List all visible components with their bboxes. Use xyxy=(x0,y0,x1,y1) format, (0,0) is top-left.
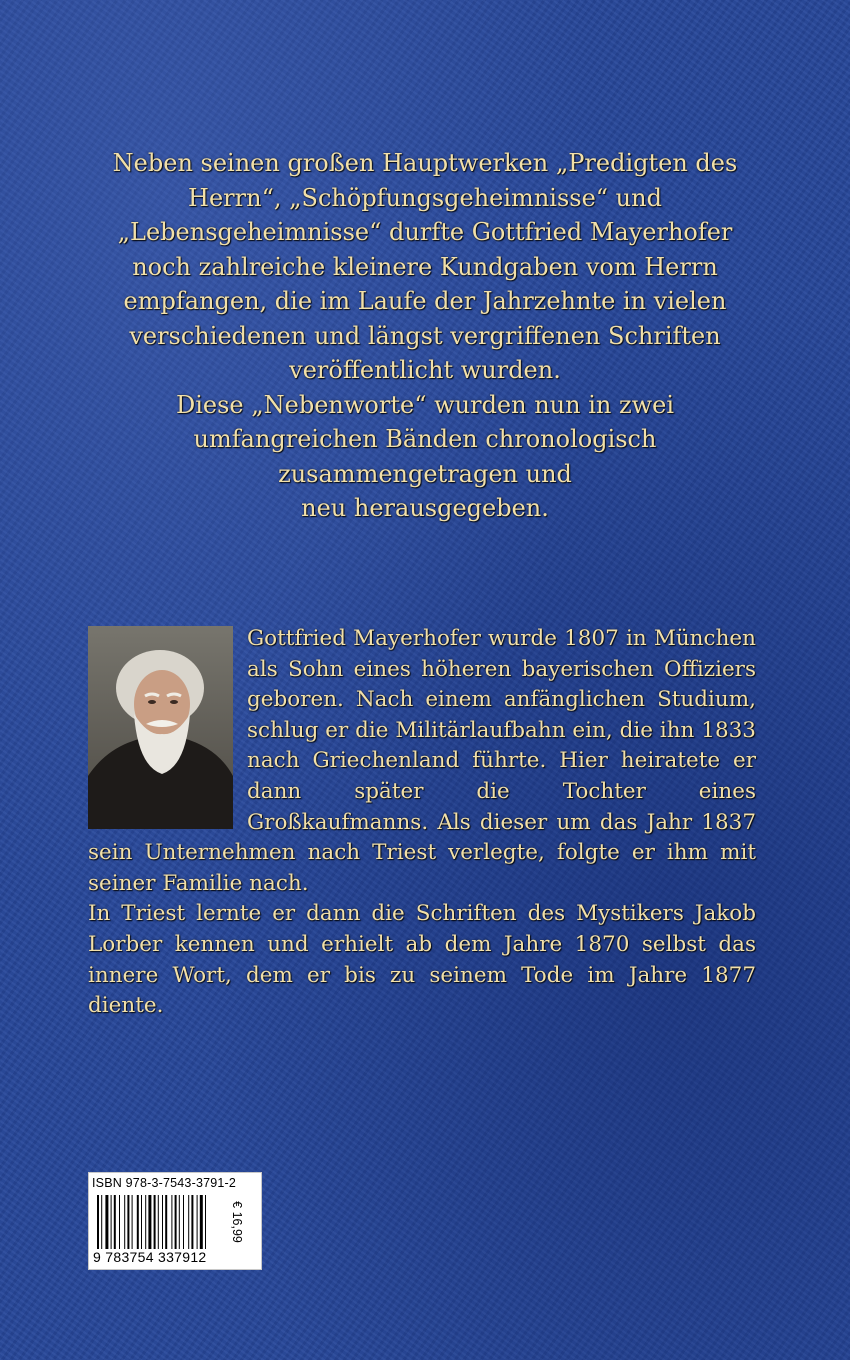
barcode-bar xyxy=(158,1195,159,1249)
barcode-bar xyxy=(119,1195,120,1249)
barcode-bar xyxy=(175,1195,177,1249)
blurb-line: „Lebensgeheimnisse“ durfte Gottfried Mayerhofer xyxy=(117,218,733,246)
barcode-bar xyxy=(200,1195,203,1249)
barcode-bar xyxy=(111,1195,112,1249)
blurb-line: Diese „Nebenworte“ wurden nun in zwei xyxy=(175,390,675,419)
barcode-bar xyxy=(179,1195,180,1249)
blurb-line: noch zahlreiche kleinere Kundgaben vom Herrn xyxy=(132,252,718,281)
barcode-bar xyxy=(188,1195,189,1249)
barcode-bar xyxy=(114,1195,116,1249)
isbn-label: ISBN 978-3-7543-3791-2 xyxy=(92,1176,237,1190)
isbn-barcode xyxy=(88,1172,262,1270)
blurb-line: umfangreichen Bänden chronologisch xyxy=(193,425,657,453)
barcode-bar xyxy=(145,1195,146,1249)
barcode-bar xyxy=(162,1195,163,1249)
barcode-bar xyxy=(124,1195,125,1249)
author-biography xyxy=(88,624,756,1022)
portrait-spacer xyxy=(88,624,233,827)
barcode-bar xyxy=(205,1195,206,1249)
barcode-bar xyxy=(165,1195,167,1249)
barcode-bar xyxy=(191,1195,193,1249)
barcode-digits: 9 783754 337912 xyxy=(93,1249,207,1265)
barcode-bar xyxy=(154,1195,156,1249)
bio-paragraph-2: In Triest lernte er dann die Schriften des Mystikers Jakob Lorber kennen und erhielt ab dem Jahre 1870 selbst das innere Wort, dem er bis zu seinem Tode im Jahre 1877 diente. xyxy=(88,901,756,1019)
blurb-line: zusammengetragen und xyxy=(278,459,572,488)
barcode-bar xyxy=(127,1195,129,1249)
barcode-bar xyxy=(105,1195,108,1249)
barcode-bar xyxy=(171,1195,172,1249)
barcode-bar xyxy=(101,1195,102,1249)
barcode-bar xyxy=(97,1195,99,1249)
price-label: € 16,99 xyxy=(230,1201,245,1243)
barcode-bar xyxy=(183,1195,184,1249)
blurb-line: verschiedenen und längst vergriffenen Schriften xyxy=(129,321,721,350)
barcode-bar xyxy=(141,1195,142,1249)
blurb-paragraph-1 xyxy=(90,146,760,388)
barcode-bar xyxy=(197,1195,198,1249)
blurb-line: Herrn“, „Schöpfungsgeheimnisse“ und xyxy=(188,183,662,212)
barcode-bar xyxy=(132,1195,133,1249)
barcode-bar xyxy=(148,1195,151,1249)
blurb-line: neu herausgegeben. xyxy=(301,494,549,522)
blurb-paragraph-2 xyxy=(90,388,760,526)
blurb-line: empfangen, die im Laufe der Jahrzehnte in vielen xyxy=(123,287,727,315)
barcode-bar xyxy=(137,1195,139,1249)
barcode-bars xyxy=(97,1195,231,1249)
blurb-line: Neben seinen großen Hauptwerken „Predigten des xyxy=(112,149,738,177)
bio-paragraph-1: Gottfried Mayerhofer wurde 1807 in München als Sohn eines höheren bayerischen Offiziers geboren. Nach einem anfänglichen Studium, schlug er die Militärlaufbahn ein, die ihn 1833 nach Griechenland führte. Hier heiratete er dann später die Tochter eines Großkaufmanns. Als dieser um das Jahr 1837 sein Unternehmen nach Triest verlegte, folgte er ihm mit seiner Familie nach. xyxy=(88,626,756,896)
blurb-line: veröffentlicht wurden. xyxy=(289,356,561,384)
blurb-text xyxy=(90,146,760,526)
